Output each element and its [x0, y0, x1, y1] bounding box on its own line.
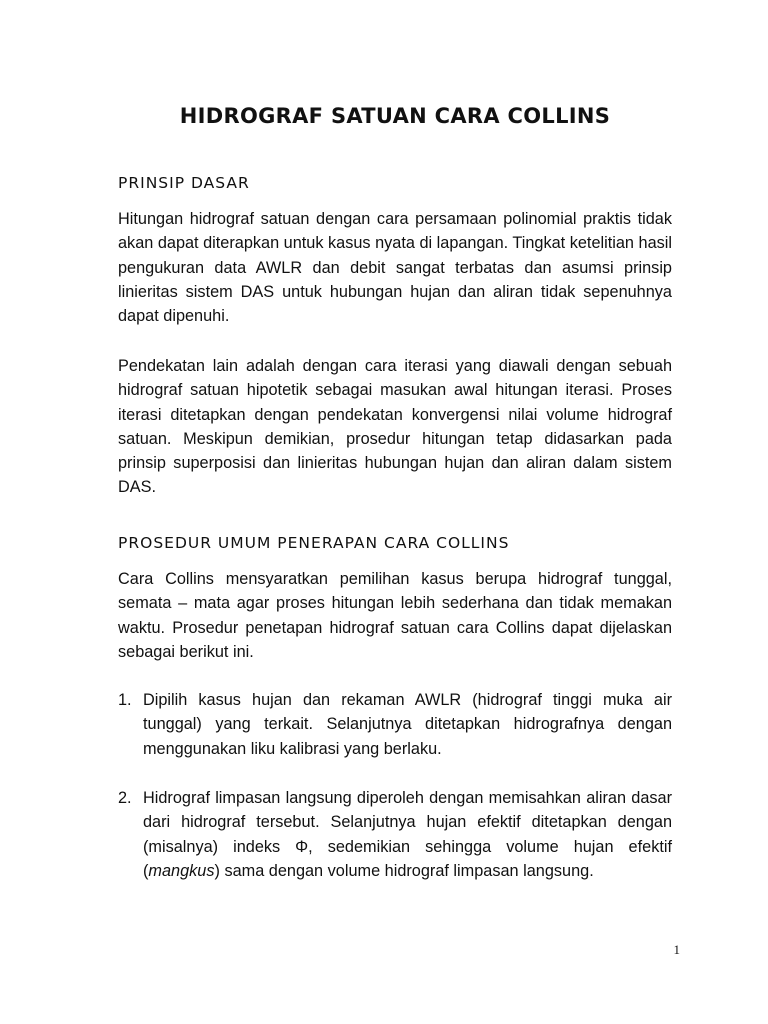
page-number: 1	[673, 942, 680, 957]
section-heading-prinsip-dasar: PRINSIP DASAR	[118, 174, 250, 192]
list-item-2	[118, 786, 672, 883]
section-heading-prosedur-umum: PROSEDUR UMUM PENERAPAN CARA COLLINS	[118, 534, 510, 552]
paragraph-prinsip-2: Pendekatan lain adalah dengan cara iterasi yang diawali dengan sebuah hidrograf satuan hipotetik sebagai masukan awal hitungan iterasi. Proses iterasi ditetapkan dengan pendekatan konvergensi nilai volume hidrograf satuan. Meskipun demikian, prosedur hitungan tetap didasarkan pada prinsip superposisi dan linieritas hubungan hujan dan aliran dalam sistem DAS.	[118, 357, 672, 497]
list-number: 2.	[118, 789, 132, 807]
paragraph-prosedur-1: Cara Collins mensyaratkan pemilihan kasus berupa hidrograf tunggal, semata – mata agar proses hitungan lebih sederhana dan tidak memakan waktu. Prosedur penetapan hidrograf satuan cara Collins dapat dijelaskan sebagai berikut ini.	[118, 570, 672, 661]
list-number: 1.	[118, 691, 132, 709]
page-title: HIDROGRAF SATUAN CARA COLLINS	[179, 104, 611, 128]
list-item-1	[118, 688, 672, 761]
list-item-text: Dipilih kasus hujan dan rekaman AWLR (hidrograf tinggi muka air tunggal) yang terkait. Selanjutnya ditetapkan hidrografnya dengan menggunakan liku kalibrasi yang berlaku.	[143, 691, 672, 758]
list-item-text-part: Hidrograf limpasan langsung diperoleh dengan memisahkan aliran dasar dari hidrograf tersebut. Selanjutnya hujan efektif ditetapkan dengan (misalnya) indeks Φ, sedemikian sehingga volume hujan efektif (	[143, 789, 672, 880]
italic-term: mangkus	[148, 861, 215, 880]
list-item-text-part: ) sama dengan volume hidrograf limpasan langsung.	[214, 861, 594, 880]
list-item-text	[143, 786, 672, 883]
paragraph-prinsip-1: Hitungan hidrograf satuan dengan cara persamaan polinomial praktis tidak akan dapat diterapkan untuk kasus nyata di lapangan. Tingkat ketelitian hasil pengukuran data AWLR dan debit sangat terbatas dan asumsi prinsip linieritas sistem DAS untuk hubungan hujan dan aliran tidak sepenuhnya dapat dipenuhi.	[118, 210, 672, 326]
